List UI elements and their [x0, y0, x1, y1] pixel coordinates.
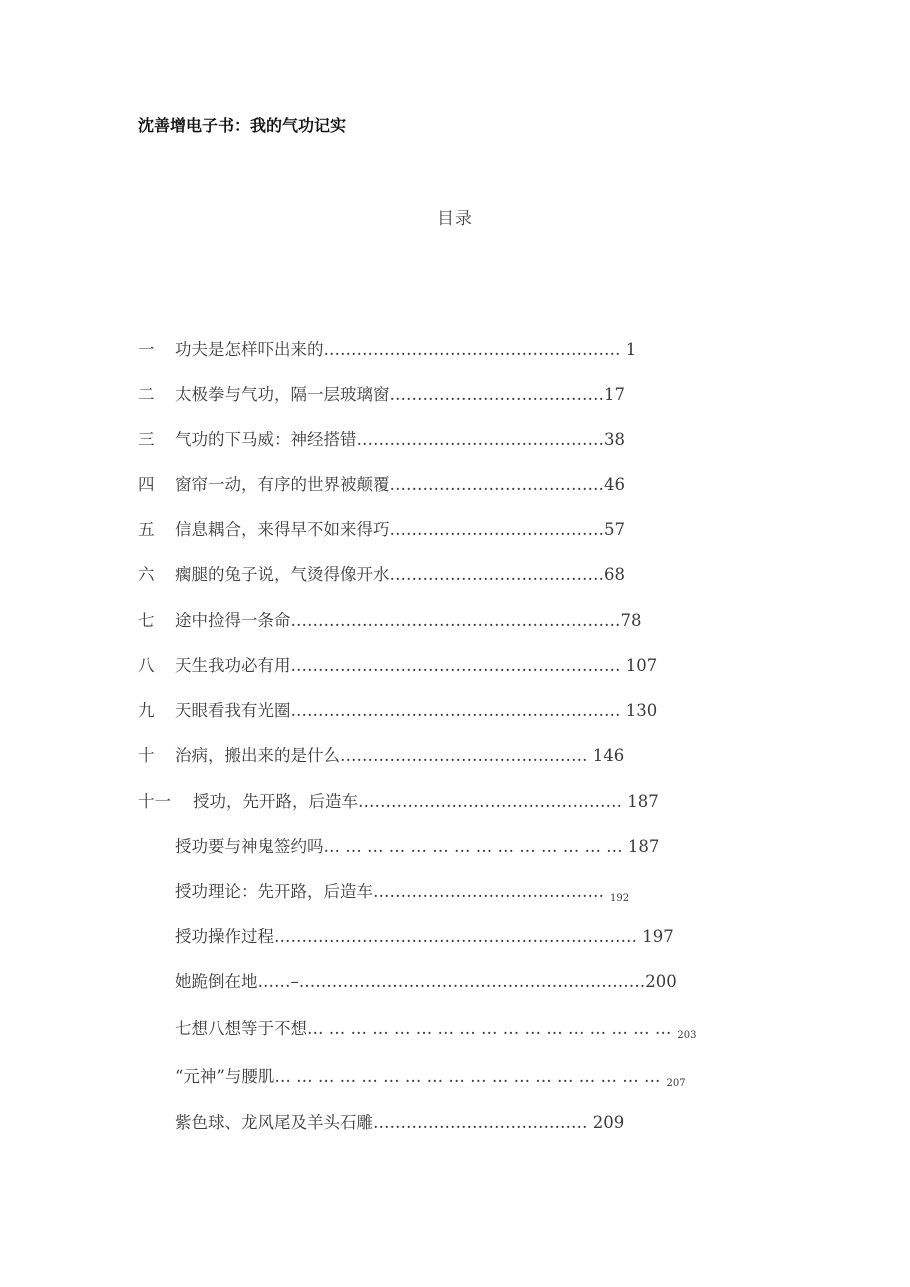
chapter-number: 二	[138, 385, 155, 404]
section-entry: 紫色球、龙风尾及羊头石雕………………………………… 209	[175, 1113, 625, 1132]
chapter-entry: 太极拳与气功，隔一层玻璃窗…………………………………17	[175, 385, 625, 404]
chapter-entry: 授功，先开路，后造车………………………………………… 187	[193, 792, 659, 811]
toc-section-6	[175, 1064, 686, 1090]
chapter-number: 六	[138, 565, 155, 584]
chapter-entry: 气功的下马威：神经搭错………………………………………38	[175, 430, 625, 449]
chapter-number: 八	[138, 656, 155, 675]
document-header: 沈善增电子书：我的气功记实	[138, 116, 347, 135]
chapter-number: 三	[138, 430, 155, 449]
chapter-entry: 信息耦合，来得早不如来得巧…………………………………57	[175, 520, 625, 539]
chapter-number: 五	[138, 520, 155, 539]
chapter-number: 四	[138, 475, 155, 494]
toc-section-1	[175, 834, 665, 860]
toc-title: 目录	[437, 209, 473, 229]
section-entry: 授功操作过程………………………………………………………… 197	[175, 927, 674, 946]
chapter-number: 九	[138, 701, 155, 720]
section-page-number: 207	[666, 1078, 686, 1089]
section-entry: 她跪倒在地……–………………………………………………………200	[175, 972, 677, 991]
chapter-entry: 途中捡得一条命……………………………………………………78	[175, 611, 642, 630]
section-entry: 授功理论：先开路，后造车……………………………………	[175, 882, 604, 901]
section-page-number: 192	[610, 893, 630, 904]
chapter-entry: 瘸腿的兔子说，气烫得像开水…………………………………68	[175, 565, 625, 584]
toc-section-5	[175, 1016, 697, 1042]
toc-section-3	[175, 924, 680, 950]
chapter-number: 十	[138, 746, 155, 765]
chapter-number: 七	[138, 611, 155, 630]
section-entry: 七想八想等于不想… … … … … … … … … … … … … … … … …	[175, 1019, 672, 1038]
chapter-entry: 天眼看我有光圈…………………………………………………… 130	[175, 701, 658, 720]
chapter-entry: 窗帘一动，有序的世界被颠覆…………………………………46	[175, 475, 625, 494]
chapter-entry: 治病，搬出来的是什么……………………………………… 146	[175, 746, 625, 765]
section-entry: “元神”与腰肌… … … … … … … … … … … … … … … … … …	[175, 1067, 661, 1086]
chapter-number: 十一	[138, 792, 171, 811]
toc-section-4	[175, 969, 683, 995]
section-entry: 授功要与神鬼签约吗… … … … … … … … … … … … … … 187	[175, 837, 660, 856]
chapter-entry: 功夫是怎样吓出来的……………………………………………… 1	[175, 340, 637, 359]
chapter-number: 一	[138, 340, 155, 359]
toc-section-7	[175, 1110, 630, 1136]
toc-section-2	[175, 879, 629, 905]
chapter-entry: 天生我功必有用…………………………………………………… 107	[175, 656, 658, 675]
section-page-number: 203	[677, 1030, 697, 1041]
